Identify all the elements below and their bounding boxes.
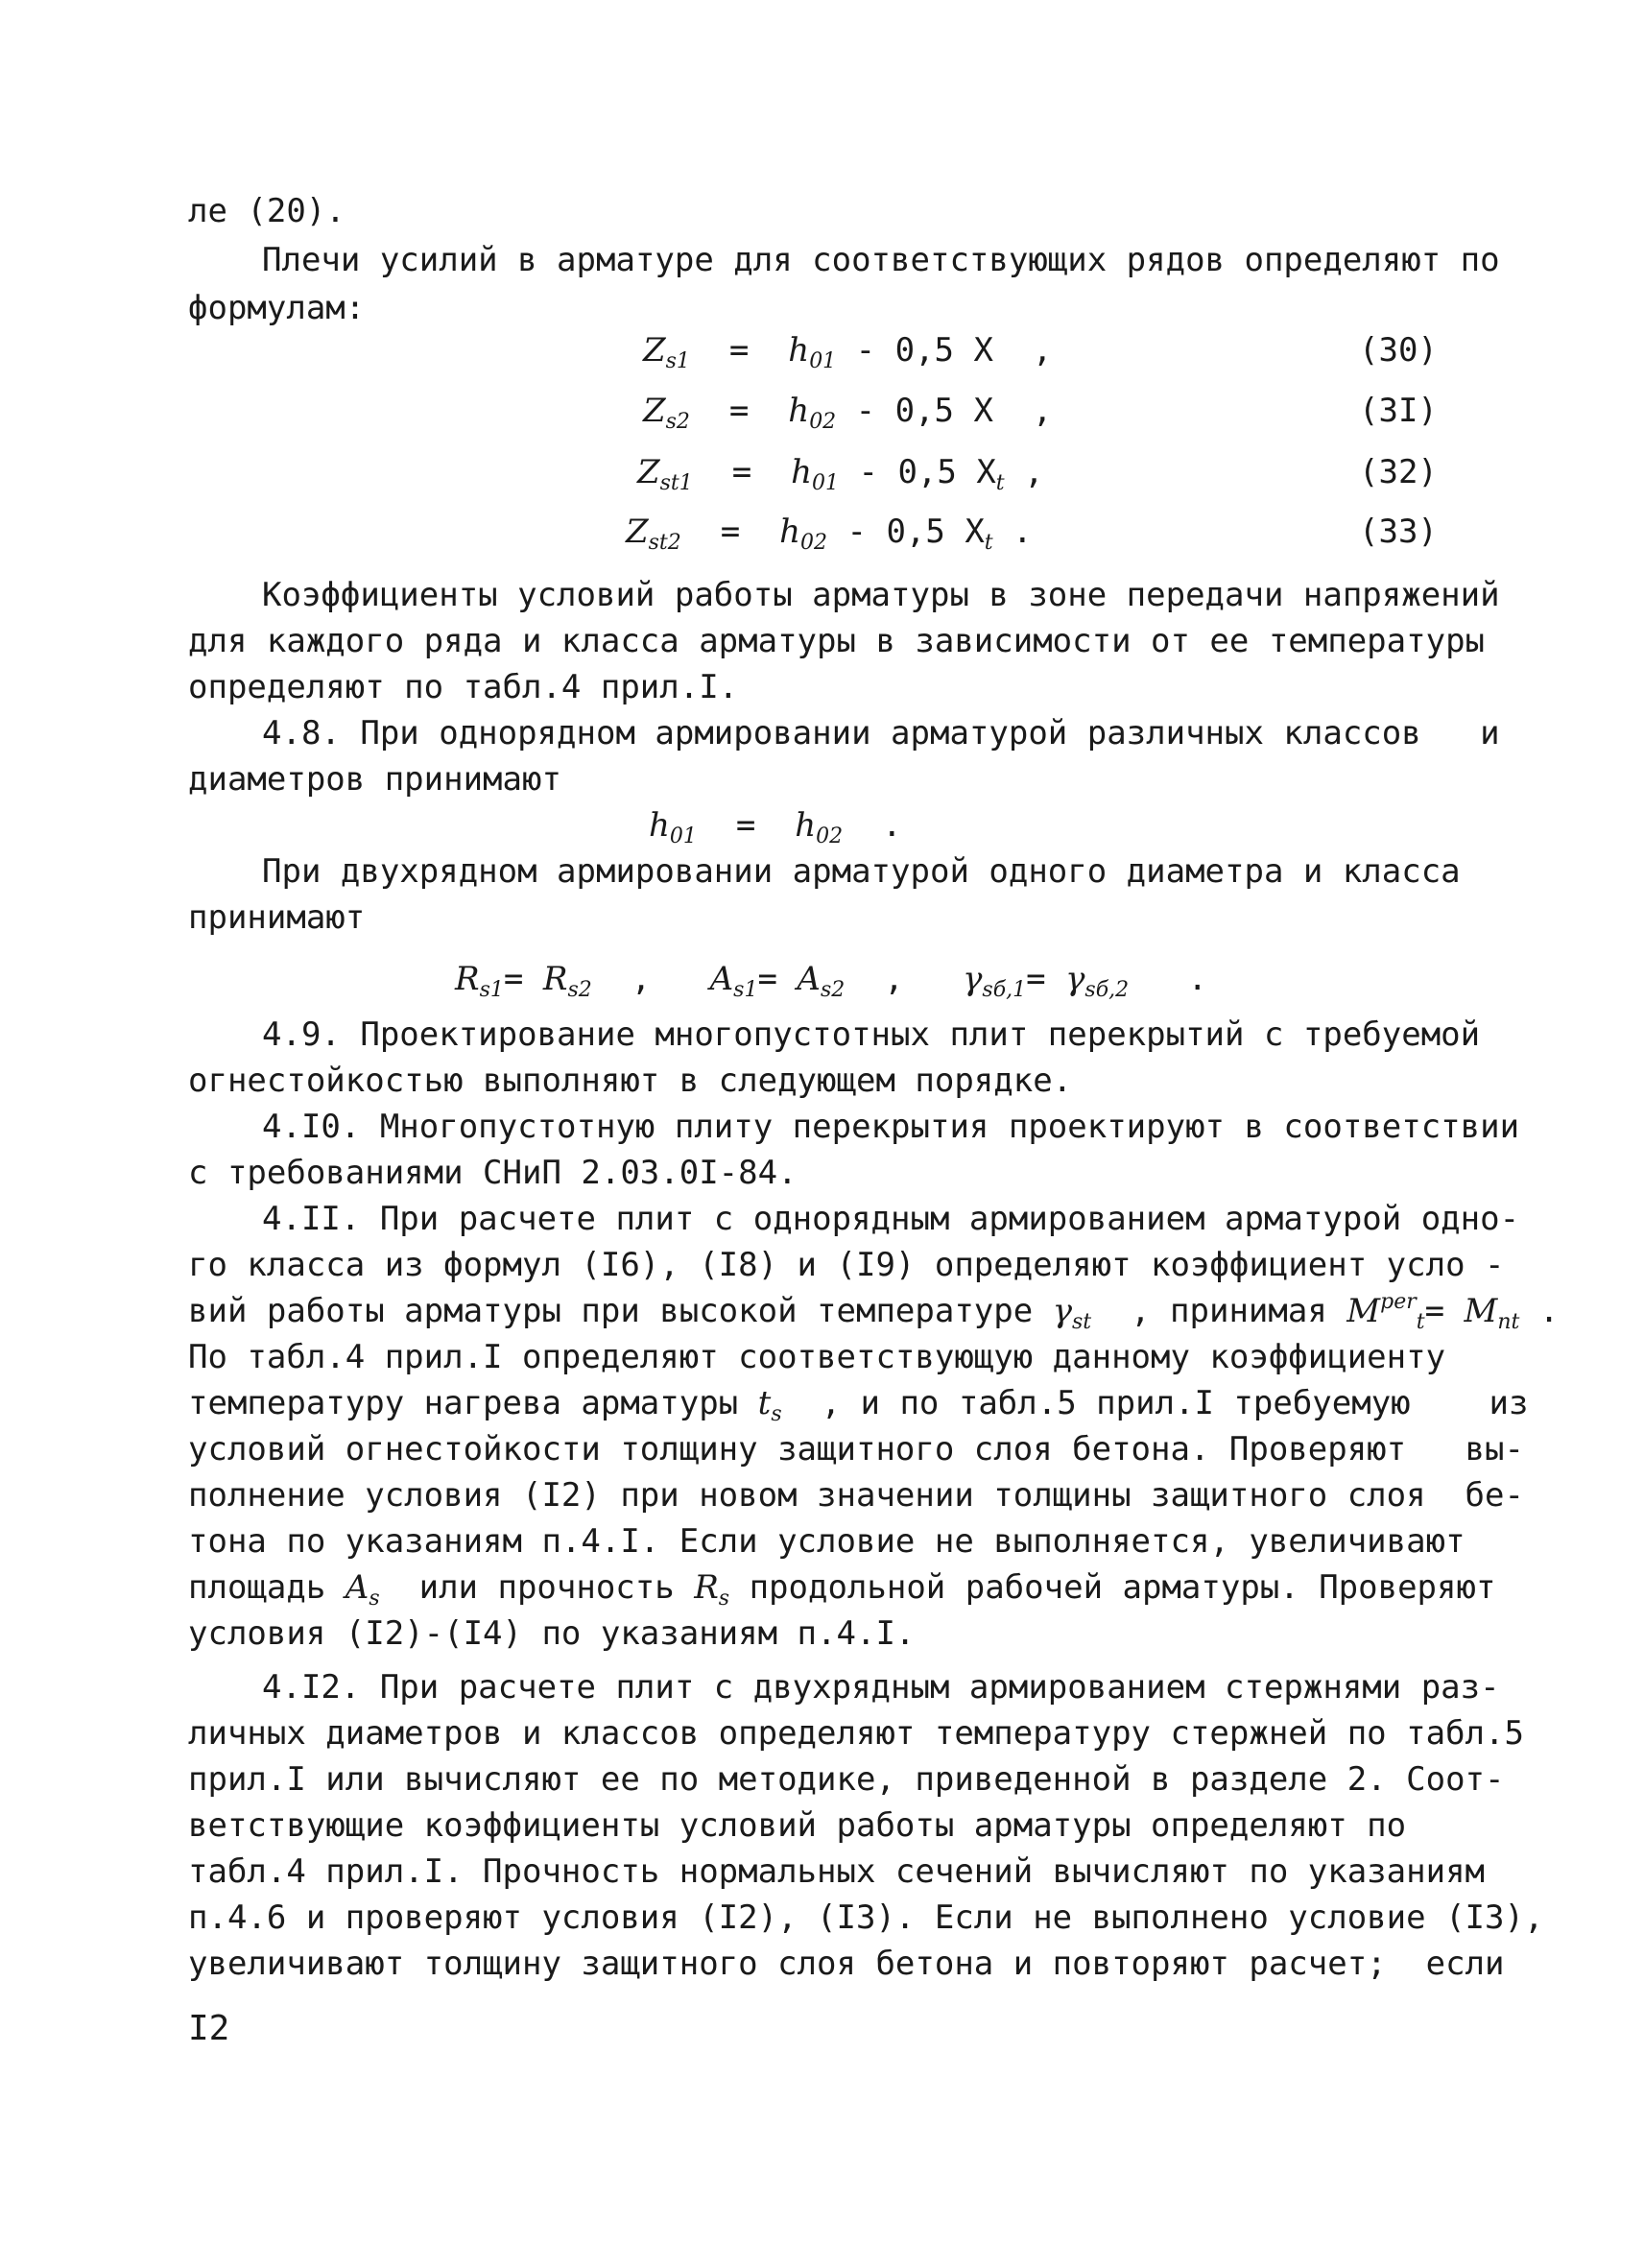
text-line: увеличивают толщину защитного слоя бетона и повторяют расчет; если: [188, 1945, 1505, 1983]
text-line: условия (I2)-(I4) по указаниям п.4.I.: [188, 1614, 916, 1653]
text-line: для каждого ряда и класса арматуры в зависимости от ее температуры: [188, 622, 1486, 660]
text-segment: , и по табл.5 прил.I требуемую из: [821, 1384, 1529, 1422]
text-line: го класса из формул (I6), (I8) и (I9) определяют коэффициент усло -: [188, 1246, 1505, 1284]
text-line: По табл.4 прил.I определяют соответствующую данному коэффициенту: [188, 1338, 1446, 1376]
text-segment: площадь: [188, 1568, 326, 1607]
equation-33: $Z_{st2} = h_{02} - 0,5$ $X_t$ .: [626, 513, 1033, 555]
text-line: Плечи усилий в арматуре для соответствующих рядов определяют по: [262, 241, 1500, 279]
text-line: Коэффициенты условий работы арматуры в зоне передачи напряжений: [262, 576, 1500, 614]
equation-number: (33): [1359, 513, 1438, 551]
text-line: 4.9. Проектирование многопустотных плит перекрытий с требуемой: [262, 1015, 1481, 1054]
text-line: принимают: [188, 898, 366, 937]
text-line: полнение условия (I2) при новом значении толщины защитного слоя бе-: [188, 1476, 1524, 1515]
text-line-with-formula: температуру нагрева арматуры $t_s$ , и по табл.5 прил.I требуемую из: [188, 1384, 1529, 1426]
text-line: тона по указаниям п.4.I. Если условие не выполняется, увеличивают: [188, 1522, 1465, 1561]
text-line: 4.I0. Многопустотную плиту перекрытия проектируют в соответствии: [262, 1108, 1520, 1146]
equation-number: (3I): [1359, 392, 1438, 430]
text-segment: продольной рабочей арматуры. Проверяют: [749, 1568, 1496, 1607]
text-line: ле (20).: [188, 192, 345, 230]
text-line: определяют по табл.4 прил.I.: [188, 668, 739, 706]
text-line: огнестойкостью выполняют в следующем порядке.: [188, 1062, 1073, 1100]
text-line: 4.I2. При расчете плит с двухрядным армированием стержнями раз-: [262, 1668, 1500, 1707]
text-line: формулам:: [188, 289, 366, 327]
text-line: п.4.6 и проверяют условия (I2), (I3). Если не выполнено условие (I3),: [188, 1898, 1544, 1937]
text-line: 4.II. При расчете плит с однорядным армированием арматурой одно-: [262, 1200, 1520, 1238]
equation-30: $Z_{s1} = h_{01} - 0,5$ X ,: [643, 331, 1053, 373]
text-segment: вий работы арматуры при высокой температуре: [188, 1292, 1034, 1330]
equation-number: (32): [1359, 453, 1438, 491]
text-line: диаметров принимают: [188, 760, 561, 799]
text-line: условий огнестойкости толщину защитного слоя бетона. Проверяют вы-: [188, 1430, 1524, 1468]
text-line: личных диаметров и классов определяют температуру стержней по табл.5: [188, 1714, 1524, 1753]
equation-31: $Z_{s2} = h_{02} - 0,5$ X ,: [643, 392, 1053, 434]
text-segment: , принимая: [1131, 1292, 1327, 1330]
equation-number: (30): [1359, 331, 1438, 370]
equation-32: $Z_{st1} = h_{01} - 0,5$ $X_t$ ,: [637, 453, 1044, 495]
text-line-with-formula: площадь $A_s$ или прочность $R_s$ продольной рабочей арматуры. Проверяют: [188, 1568, 1496, 1611]
text-segment: или прочность: [418, 1568, 675, 1607]
text-line: ветствующие коэффициенты условий работы арматуры определяют по: [188, 1806, 1407, 1845]
page-number: I2: [188, 2009, 230, 2048]
text-line: При двухрядном армировании арматурой одного диаметра и класса: [262, 852, 1461, 891]
text-segment: температуру нагрева арматуры: [188, 1384, 739, 1422]
text-line: прил.I или вычисляют ее по методике, приведенной в разделе 2. Соот-: [188, 1760, 1505, 1799]
text-line: 4.8. При однорядном армировании арматурой различных классов и: [262, 714, 1500, 752]
text-line: табл.4 прил.I. Прочность нормальных сечений вычисляют по указаниям: [188, 1852, 1486, 1891]
equation-equalities: $R_{s1}= R_{s2}$ , $A_{s1}= A_{s2}$ , $\gamma_{sб,1}= \gamma_{sб,2}$ .: [455, 960, 1208, 1002]
text-line-with-formula: вий работы арматуры при высокой температуре $\gamma_{st}$ , принимая $M^{per}_t= M_{nt}$ .: [188, 1290, 1560, 1334]
equation-h01-h02: $h_{01} = h_{02}$ .: [649, 806, 902, 848]
text-line: с требованиями СНиП 2.03.0I-84.: [188, 1154, 798, 1192]
